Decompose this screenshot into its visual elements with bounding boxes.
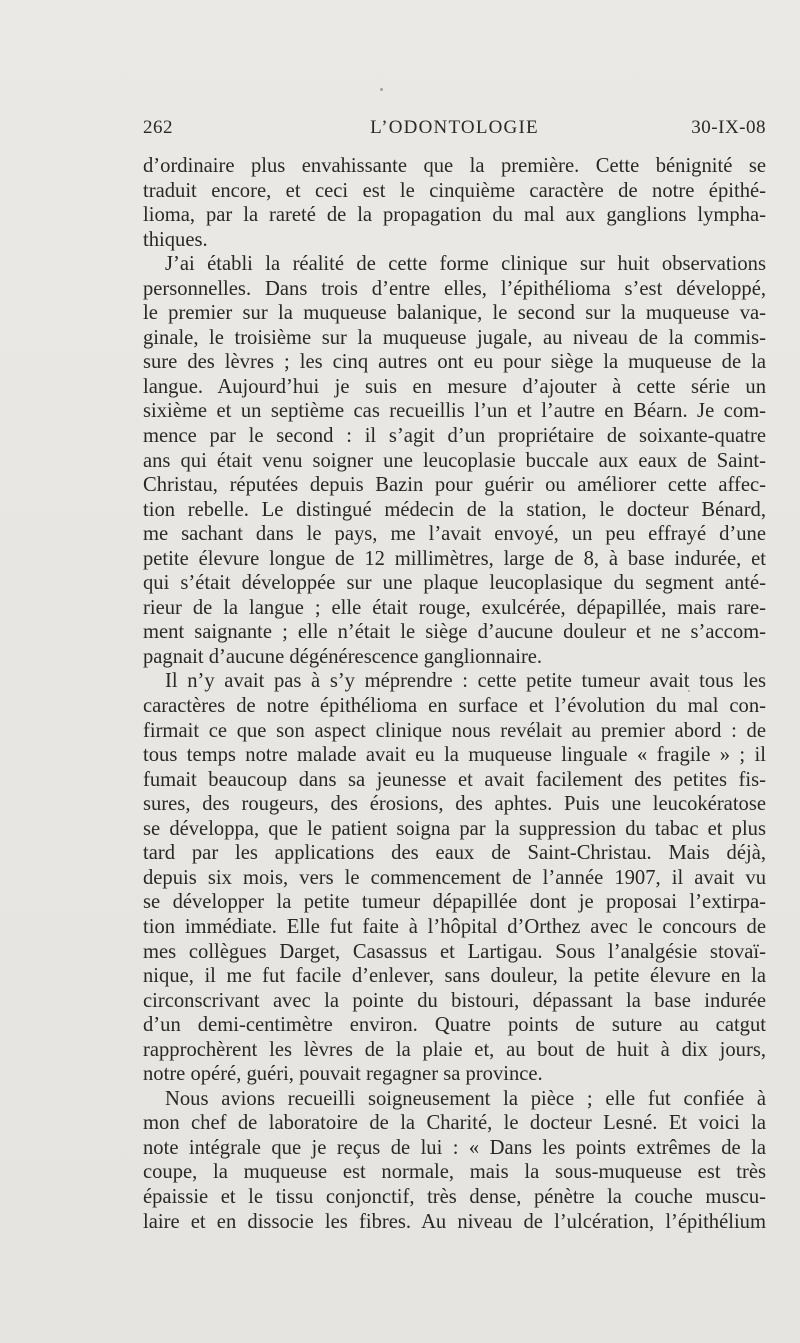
text-line: langue. Aujourd’hui je suis en mesure d’ajouter à cette série un [143,375,766,398]
text-line: nique, il me fut facile d’enlever, sans douleur, la petite élevure en la [143,965,766,988]
text-line: J’ai établi la réalité de cette forme clinique sur huit observations [165,253,766,276]
text-line: personnelles. Dans trois d’entre elles, l’épithélioma s’est développé, [143,277,766,300]
text-line: tion rebelle. Le distingué médecin de la station, le docteur Bénard, [143,498,766,521]
text-line: d’un demi-centimètre environ. Quatre points de suture au catgut [143,1014,766,1037]
text-line: traduit encore, et ceci est le cinquième caractère de notre épithé- [143,179,766,202]
text-line: d’ordinaire plus envahissante que la première. Cette bénignité se [143,155,766,177]
text-line: me sachant dans le pays, me l’avait envoyé, un peu effrayé d’une [143,523,766,546]
text-line: Il n’y avait pas à s’y méprendre : cette petite tumeur avait tous les [165,670,766,693]
text-line: le premier sur la muqueuse balanique, le second sur la muqueuse va- [143,302,766,325]
text-line: pagnait d’aucune dégénérescence ganglionnaire. [143,645,543,668]
text-line: laire et en dissocie les fibres. Au niveau de l’ulcération, l’épithélium [143,1210,766,1233]
text-line: rapprochèrent les lèvres de la plaie et, au bout de huit à dix jours, [143,1038,766,1061]
text-line: notre opéré, guéri, pouvait regagner sa province. [143,1063,543,1086]
paper-speck [380,88,383,91]
text-line: mes collègues Darget, Casassus et Lartigau. Sous l’analgésie stovaï- [143,940,766,963]
text-line: se développa, que le patient soigna par la suppression du tabac et plus [143,817,766,840]
text-line: sure des lèvres ; les cinq autres ont eu pour siège la muqueuse de la [143,351,766,374]
text-line: ment saignante ; elle n’était le siège d’aucune douleur et ne s’accom- [143,621,766,644]
text-line: firmait ce que son aspect clinique nous revélait au premier abord : de [143,719,766,742]
text-line: depuis six mois, vers le commencement de l’année 1907, il avait vu [143,866,766,889]
text-line: mon chef de laboratoire de la Charité, le docteur Lesné. Et voici la [143,1112,766,1135]
body-text [143,154,766,1234]
text-line: tous temps notre malade avait eu la muqueuse linguale « fragile » ; il [143,744,766,767]
text-line: sixième et un septième cas recueillis l’un et l’autre en Béarn. Je com- [143,400,766,423]
text-line: rieur de la langue ; elle était rouge, exulcérée, dépapillée, mais rare- [143,596,766,619]
text-line: Christau, réputées depuis Bazin pour guérir ou améliorer cette affec- [143,474,766,497]
text-line: ginale, le troisième sur la muqueuse jugale, au niveau de la commis- [143,326,766,349]
text-line: épaissie et le tissu conjonctif, très dense, pénètre la couche muscu- [143,1185,766,1208]
text-line: ans qui était venu soigner une leucoplasie buccale aux eaux de Saint- [143,449,766,472]
journal-title: L’ODONTOLOGIE [370,117,539,138]
text-line: circonscrivant avec la pointe du bistouri, dépassant la base indurée [143,989,766,1012]
text-line: coupe, la muqueuse est normale, mais la sous-muqueuse est très [143,1161,766,1184]
page-number: 262 [143,117,173,138]
text-line: petite élevure longue de 12 millimètres, large de 8, à base indurée, et [143,547,766,570]
paragraph [143,669,766,1086]
text-line: mence par le second : il s’agit d’un propriétaire de soixante-quatre [143,425,766,448]
paragraph [143,252,766,669]
text-line: se développer la petite tumeur dépapillée dont je proposai l’extirpa- [143,891,766,914]
text-line: tion immédiate. Elle fut faite à l’hôpital d’Orthez avec le concours de [143,915,766,938]
text-line: sures, des rougeurs, des érosions, des aphtes. Puis une leucokératose [143,793,766,816]
text-line: tard par les applications des eaux de Saint-Christau. Mais déjà, [143,842,766,865]
text-line: lioma, par la rareté de la propagation du mal aux ganglions lympha- [143,204,766,227]
text-line: thiques. [143,228,208,251]
text-line: qui s’était développée sur une plaque leucoplasique du segment anté- [143,572,766,595]
paragraph [143,154,766,252]
text-line: Nous avions recueilli soigneusement la pièce ; elle fut confiée à [165,1087,766,1110]
text-line: note intégrale que je reçus de lui : « Dans les points extrêmes de la [143,1136,766,1159]
text-line: fumait beaucoup dans sa jeunesse et avait facilement des petites fis- [143,768,766,791]
paragraph [143,1087,766,1234]
issue-date: 30-IX-08 [691,117,766,138]
text-line: caractères de notre épithélioma en surface et l’évolution du mal con- [143,695,766,718]
running-head [143,117,766,143]
